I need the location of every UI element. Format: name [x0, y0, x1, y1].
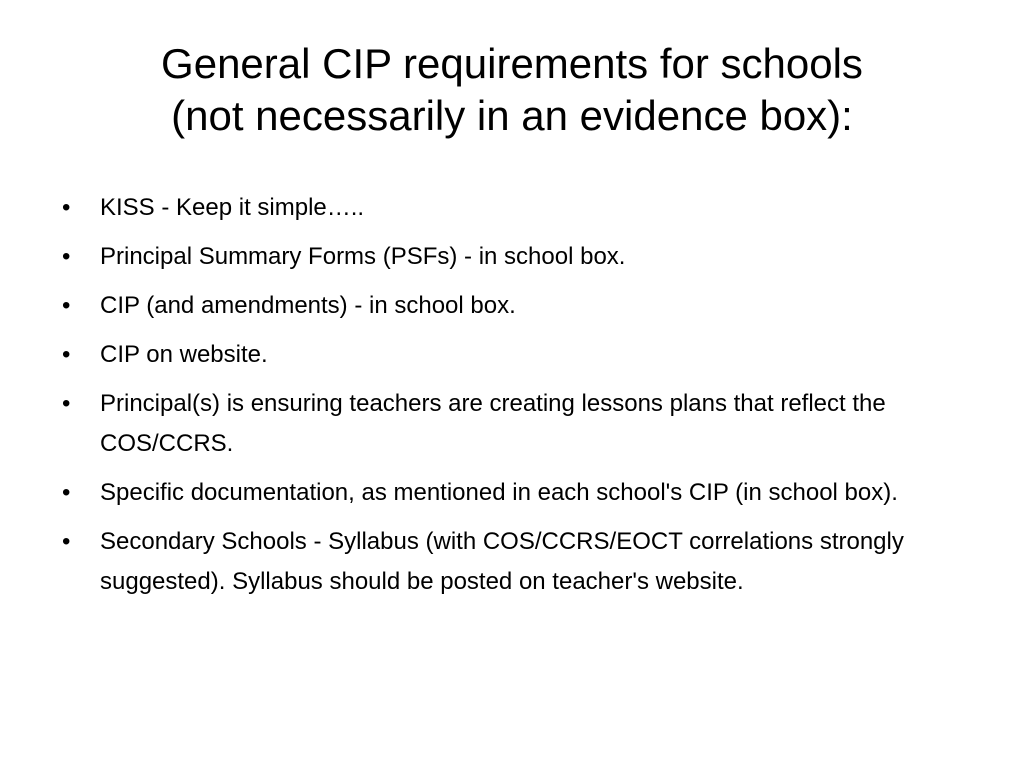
- bullet-item-syllabus: [62, 522, 972, 602]
- bullet-text: Principal(s) is ensuring teachers are creating lessons plans that reflect the COS/CCRS.: [100, 390, 886, 457]
- bullet-item-cip-website: [62, 335, 972, 375]
- bullet-icon: •: [62, 341, 71, 368]
- bullet-text: Secondary Schools - Syllabus (with COS/CCRS/EOCT correlations strongly suggested). Syllabus should be posted on teacher's website.: [100, 528, 904, 595]
- bullet-icon: •: [62, 479, 71, 506]
- bullet-text: Specific documentation, as mentioned in each school's CIP (in school box).: [100, 479, 898, 506]
- bullet-list: [62, 188, 972, 611]
- bullet-icon: •: [62, 292, 71, 319]
- bullet-item-lesson-plans: [62, 384, 972, 464]
- bullet-text: KISS - Keep it simple…..: [100, 194, 365, 221]
- bullet-item-psf: [62, 237, 972, 277]
- bullet-icon: •: [62, 528, 71, 555]
- bullet-item-documentation: [62, 473, 972, 513]
- bullet-icon: •: [62, 194, 71, 221]
- bullet-icon: •: [62, 390, 71, 417]
- bullet-text: CIP on website.: [100, 341, 268, 368]
- bullet-item-cip-amendments: [62, 286, 972, 326]
- bullet-text: Principal Summary Forms (PSFs) - in school box.: [100, 243, 626, 270]
- bullet-icon: •: [62, 243, 71, 270]
- slide-title-line-2: (not necessarily in an evidence box):: [171, 92, 853, 139]
- bullet-item-kiss: [62, 188, 972, 228]
- bullet-text: CIP (and amendments) - in school box.: [100, 292, 516, 319]
- slide-title-line-1: General CIP requirements for schools: [161, 40, 863, 87]
- slide-title: [40, 38, 984, 142]
